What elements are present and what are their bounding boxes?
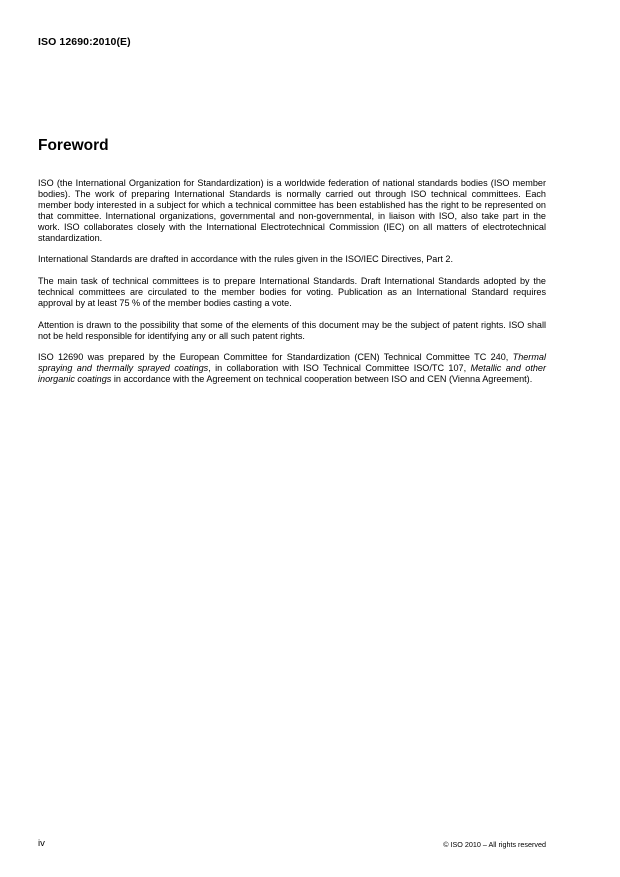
preparation-text: , in collaboration with ISO Technical Committee ISO/TC 107, [208,363,471,374]
copyright-notice: © ISO 2010 – All rights reserved [443,840,546,849]
paragraph-preparation [38,352,546,385]
paragraph-directives: International Standards are drafted in accordance with the rules given in the ISO/IEC Directives, Part 2. [38,254,453,265]
committee-title-tc240: Thermal spraying and thermally sprayed coatings [38,352,546,374]
page-number: iv [38,838,45,849]
paragraph-committee-task: The main task of technical committees is to prepare International Standards. Draft International Standards adopted by the technical committees are circulated to the member bodies for voting. Publication as an International Standard requires approval by at least 75 % of the member bodies casting a vote. [38,276,546,308]
paragraph-patent-notice: Attention is drawn to the possibility that some of the elements of this document may be the subject of patent rights. ISO shall not be held responsible for identifying any or all such patent rights. [38,319,546,341]
preparation-text: in accordance with the Agreement on technical cooperation between ISO and CEN (Vienna Agreement). [111,374,533,385]
preparation-text: ISO 12690 was prepared by the European Committee for Standardization (CEN) Technical Committee TC 240, [38,352,513,363]
document-id-header: ISO 12690:2010(E) [38,36,131,48]
paragraph-iso-intro: ISO (the International Organization for Standardization) is a worldwide federation of national standards bodies (ISO member bodies). The work of preparing International Standards is normally carried out through ISO technical committees. Each member body interested in a subject for which a technical committee has been established has the right to be represented on that committee. International organizations, governmental and non-governmental, in liaison with ISO, also take part in the work. ISO collaborates closely with the International Electrotechnical Commission (IEC) on all matters of electrotechnical standardization. [38,178,546,243]
section-title: Foreword [38,137,109,154]
foreword-body [38,178,546,396]
committee-title-tc107: Metallic and other inorganic coatings [38,363,547,385]
